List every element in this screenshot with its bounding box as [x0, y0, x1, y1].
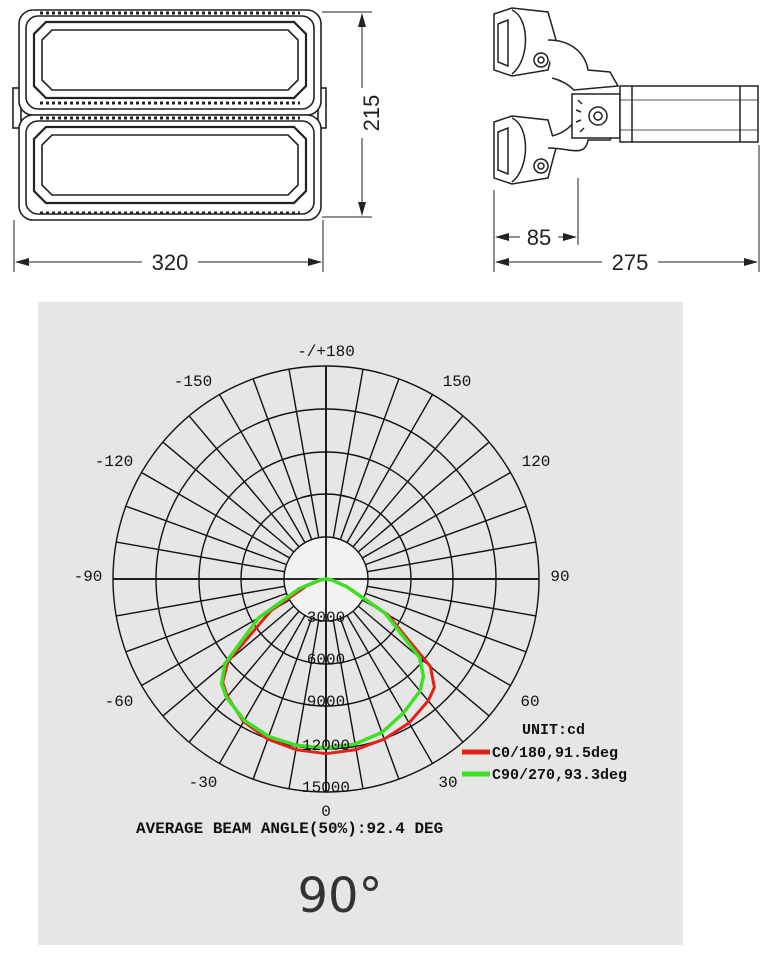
- side-depth-label: 85: [526, 225, 552, 250]
- lower-module: [19, 115, 321, 220]
- angle-label-neg30: -30: [188, 774, 218, 792]
- grid-spoke: [163, 442, 294, 552]
- legend-label-c90: C90/270,93.3deg: [492, 767, 628, 784]
- technical-drawing: [0, 0, 770, 300]
- grid-spoke: [367, 586, 535, 616]
- grid-spoke: [289, 369, 319, 537]
- grid-spoke: [365, 593, 526, 651]
- grid-spoke: [220, 615, 306, 763]
- angle-label-zero: 0: [321, 803, 331, 821]
- angle-label-neg150: -150: [173, 373, 213, 391]
- angle-label-neg120: -120: [94, 453, 134, 471]
- front-view: [13, 10, 326, 220]
- side-view: [494, 8, 758, 184]
- angle-label-pos120: 120: [521, 453, 551, 471]
- grid-spoke: [253, 379, 311, 540]
- grid-spoke: [362, 473, 510, 559]
- grid-spoke: [333, 369, 363, 537]
- angle-label-pos60: 60: [520, 693, 540, 711]
- grid-spoke: [358, 606, 489, 716]
- angle-label-neg60: -60: [104, 693, 134, 711]
- grid-spoke: [340, 618, 398, 779]
- big-angle-label: 90°: [297, 868, 383, 924]
- ring-label-6000: 6000: [306, 651, 346, 669]
- front-height-label: 215: [358, 94, 384, 132]
- angle-label-180: -/+180: [297, 343, 355, 361]
- grid-spoke: [142, 473, 290, 559]
- upper-module: [19, 10, 321, 115]
- ring-label-12000: 12000: [301, 737, 351, 755]
- grid-spoke: [365, 506, 526, 564]
- grid-spoke: [126, 506, 287, 564]
- grid-spoke: [189, 416, 299, 547]
- grid-spoke: [347, 395, 433, 543]
- grid-spoke: [367, 542, 535, 572]
- grid-spoke: [353, 416, 463, 547]
- ring-label-9000: 9000: [306, 693, 346, 711]
- angle-label-pos30: 30: [438, 774, 458, 792]
- polar-chart-panel: [38, 302, 683, 945]
- unit-label: UNIT:cd: [522, 722, 586, 739]
- grid-spoke: [358, 442, 489, 552]
- side-length-label: 275: [611, 250, 649, 275]
- ring-label-15000: 15000: [301, 779, 351, 797]
- grid-spoke: [116, 586, 284, 616]
- front-width-label: 320: [151, 250, 189, 275]
- grid-spoke: [220, 395, 306, 543]
- angle-label-pos150: 150: [442, 373, 472, 391]
- grid-spoke: [340, 379, 398, 540]
- polar-chart: [38, 302, 683, 945]
- beam-angle-text: AVERAGE BEAM ANGLE(50%):92.4 DEG: [136, 820, 444, 838]
- grid-spoke: [116, 542, 284, 572]
- grid-spoke: [253, 618, 311, 779]
- angle-label-pos90: 90: [550, 568, 570, 586]
- ring-label-3000: 3000: [306, 609, 346, 627]
- legend-label-c0: C0/180,91.5deg: [492, 745, 619, 762]
- angle-label-neg90: -90: [73, 568, 103, 586]
